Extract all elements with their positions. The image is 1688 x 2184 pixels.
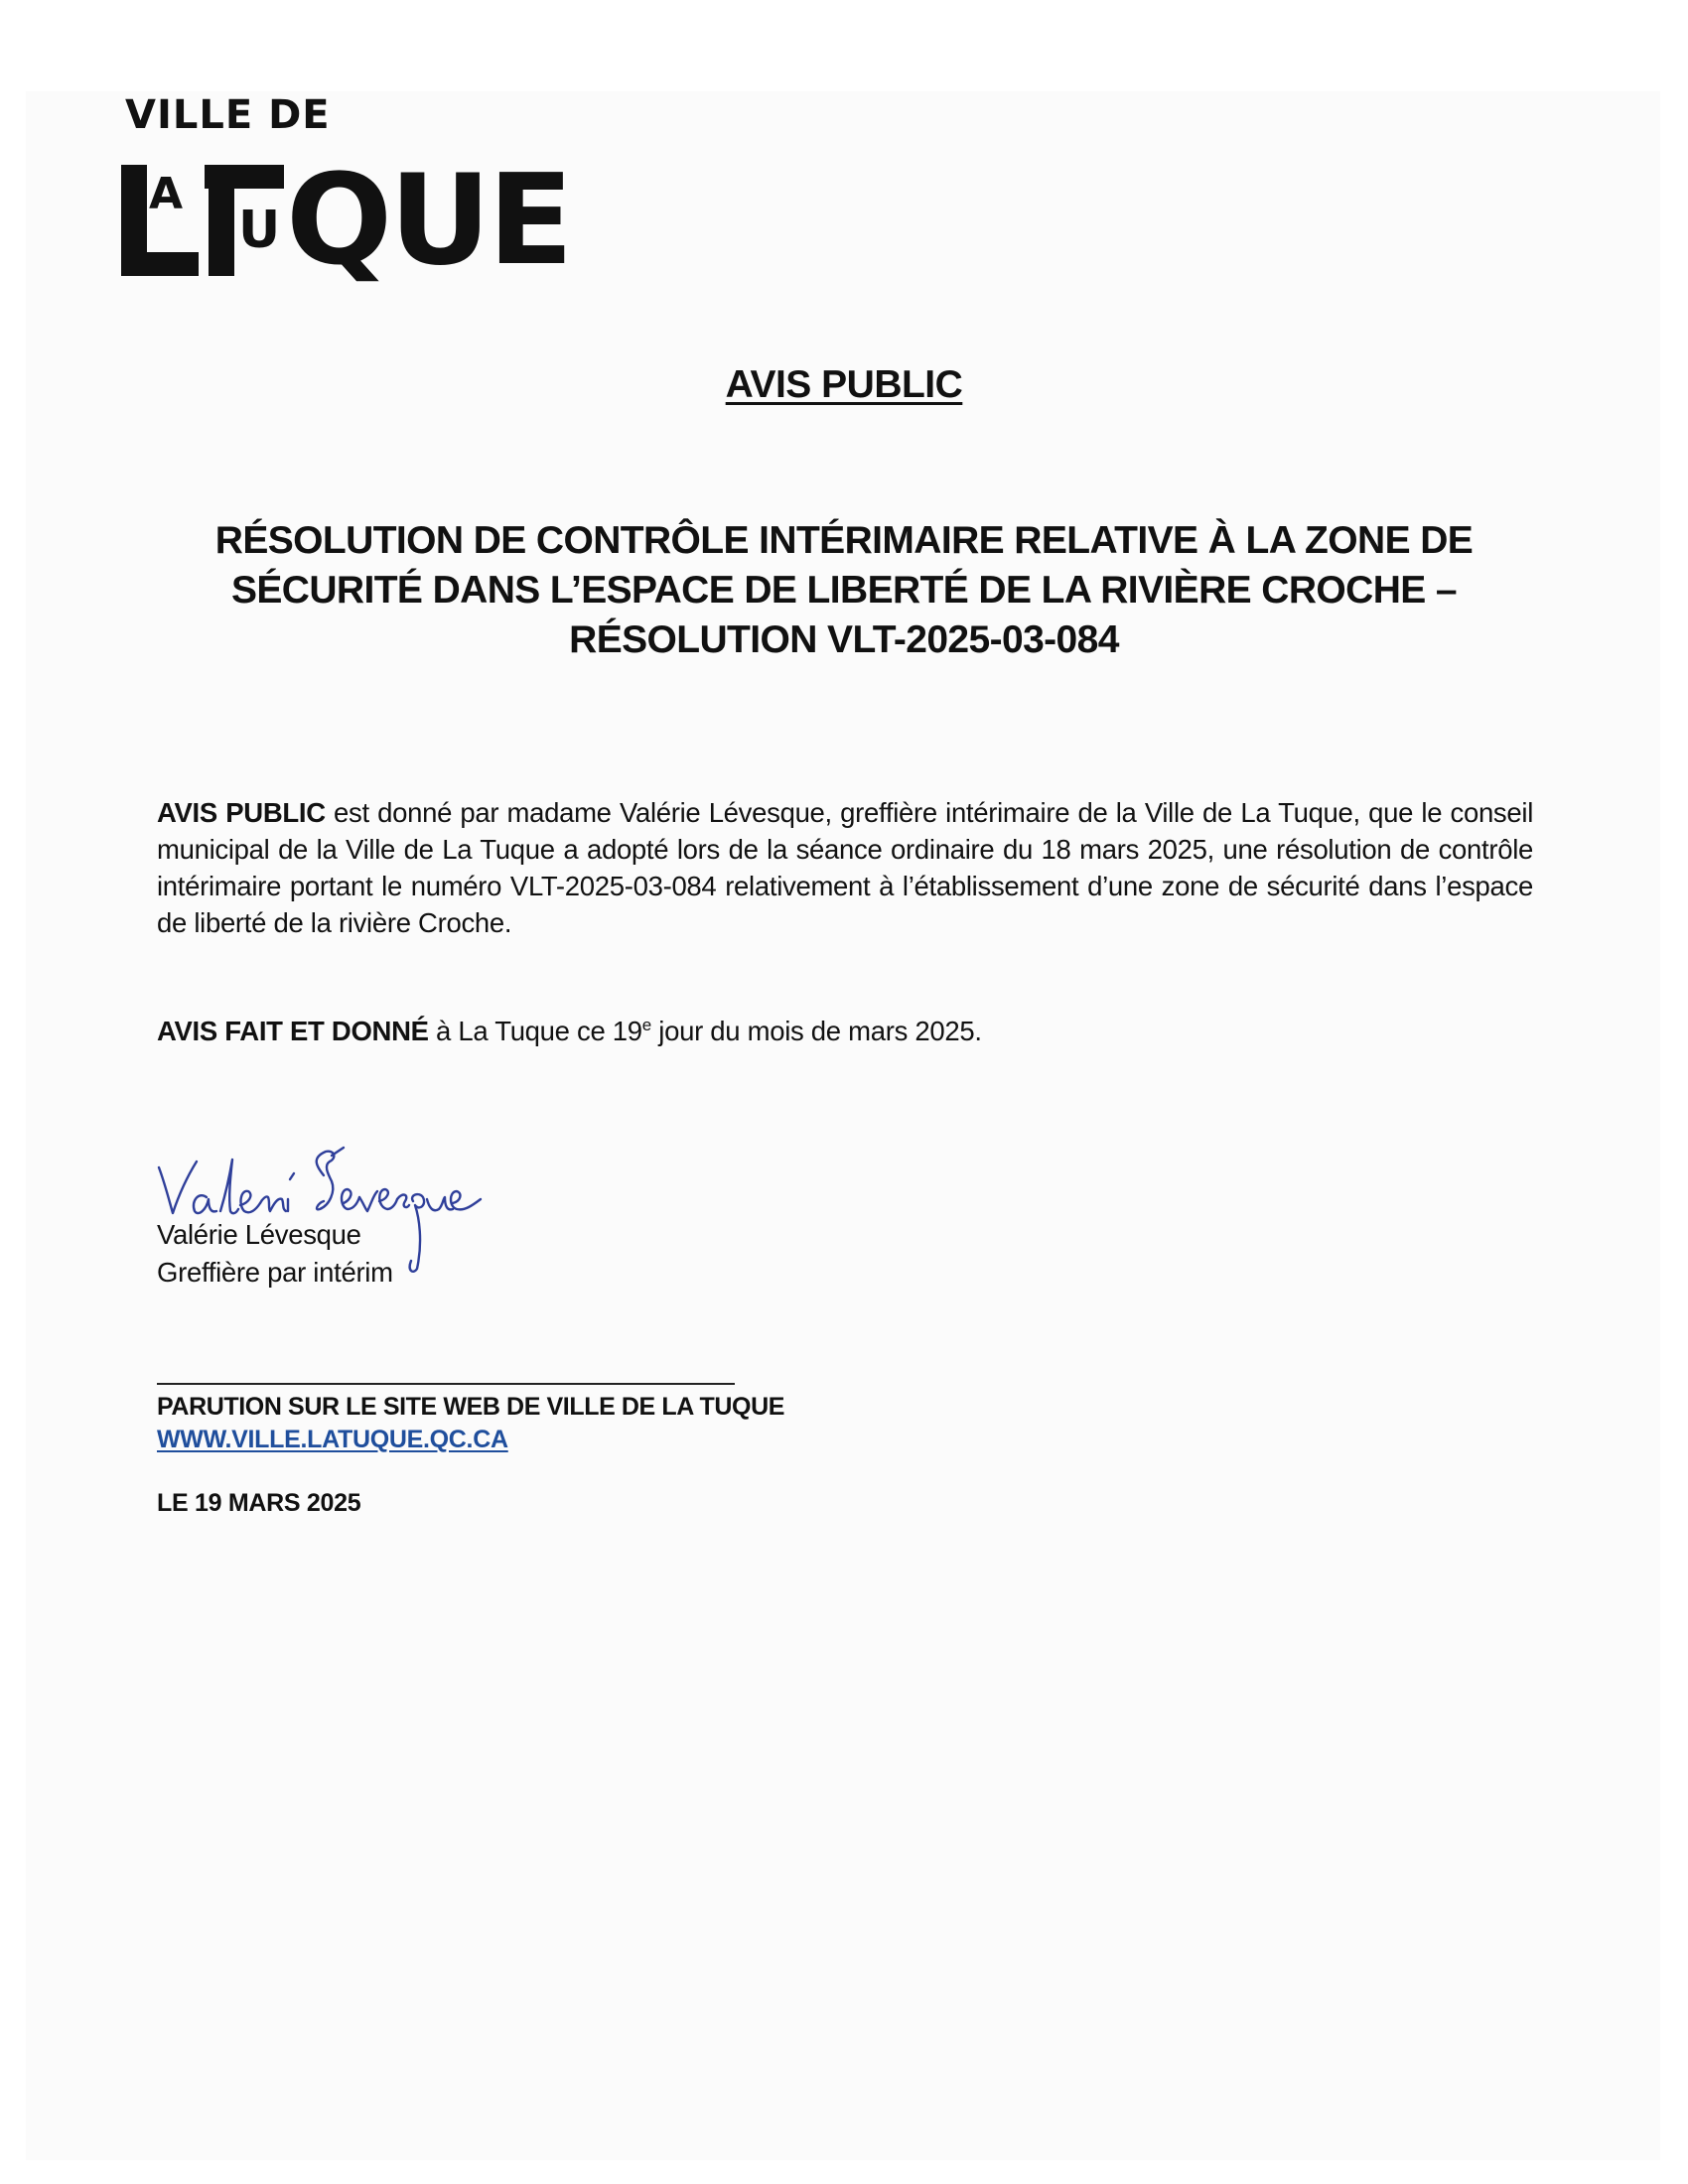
resolution-heading-line: SÉCURITÉ DANS L’ESPACE DE LIBERTÉ DE LA RIVIÈRE CROCHE – bbox=[230, 569, 1458, 612]
website-link[interactable]: WWW.VILLE.LATUQUE.QC.CA bbox=[157, 1426, 508, 1453]
body-text: est donné par madame Valérie Lévesque, greffière intérimaire de la Ville de La Tuque, que le conseil municipal de la Ville de La Tuque a adopté lors de la séance ordinaire du 18 mars 2025, une résolution de contrôle intérimaire portant le numéro VLT-2025-03-084 relativement à l’établissement d’une zone de sécurité dans l’espace de liberté de la rivière Croche. bbox=[157, 797, 1534, 938]
closing-text-end: jour du mois de mars 2025. bbox=[650, 1016, 982, 1046]
publication-date: LE 19 MARS 2025 bbox=[157, 1489, 361, 1517]
logo-tu-mark: U bbox=[205, 165, 284, 276]
closing-superscript: e bbox=[641, 1015, 651, 1034]
resolution-heading-line: RÉSOLUTION VLT-2025-03-084 bbox=[569, 618, 1119, 661]
logo-la-mark: A bbox=[121, 165, 203, 276]
notice-body bbox=[157, 794, 1533, 941]
logo-que: QUE bbox=[286, 147, 571, 293]
city-logo bbox=[121, 92, 588, 294]
resolution-heading-line: RÉSOLUTION DE CONTRÔLE INTÉRIMAIRE RELATIVE À LA ZONE DE bbox=[214, 519, 1474, 562]
signer-title: Greffière par intérim bbox=[157, 1257, 393, 1288]
logo-wordmark bbox=[121, 147, 571, 293]
closing-text: à La Tuque ce 19 bbox=[428, 1016, 642, 1046]
resolution-heading bbox=[199, 516, 1489, 665]
closing-lead: AVIS FAIT ET DONNÉ bbox=[157, 1016, 429, 1046]
publication-label: PARUTION SUR LE SITE WEB DE VILLE DE LA TUQUE bbox=[157, 1393, 785, 1421]
closing-statement bbox=[157, 1013, 1533, 1049]
logo-top-text: VILLE DE bbox=[125, 92, 331, 138]
publication-divider bbox=[157, 1383, 735, 1385]
notice-title: AVIS PUBLIC bbox=[725, 363, 963, 406]
body-lead: AVIS PUBLIC bbox=[157, 797, 326, 828]
signer-name: Valérie Lévesque bbox=[157, 1219, 361, 1250]
